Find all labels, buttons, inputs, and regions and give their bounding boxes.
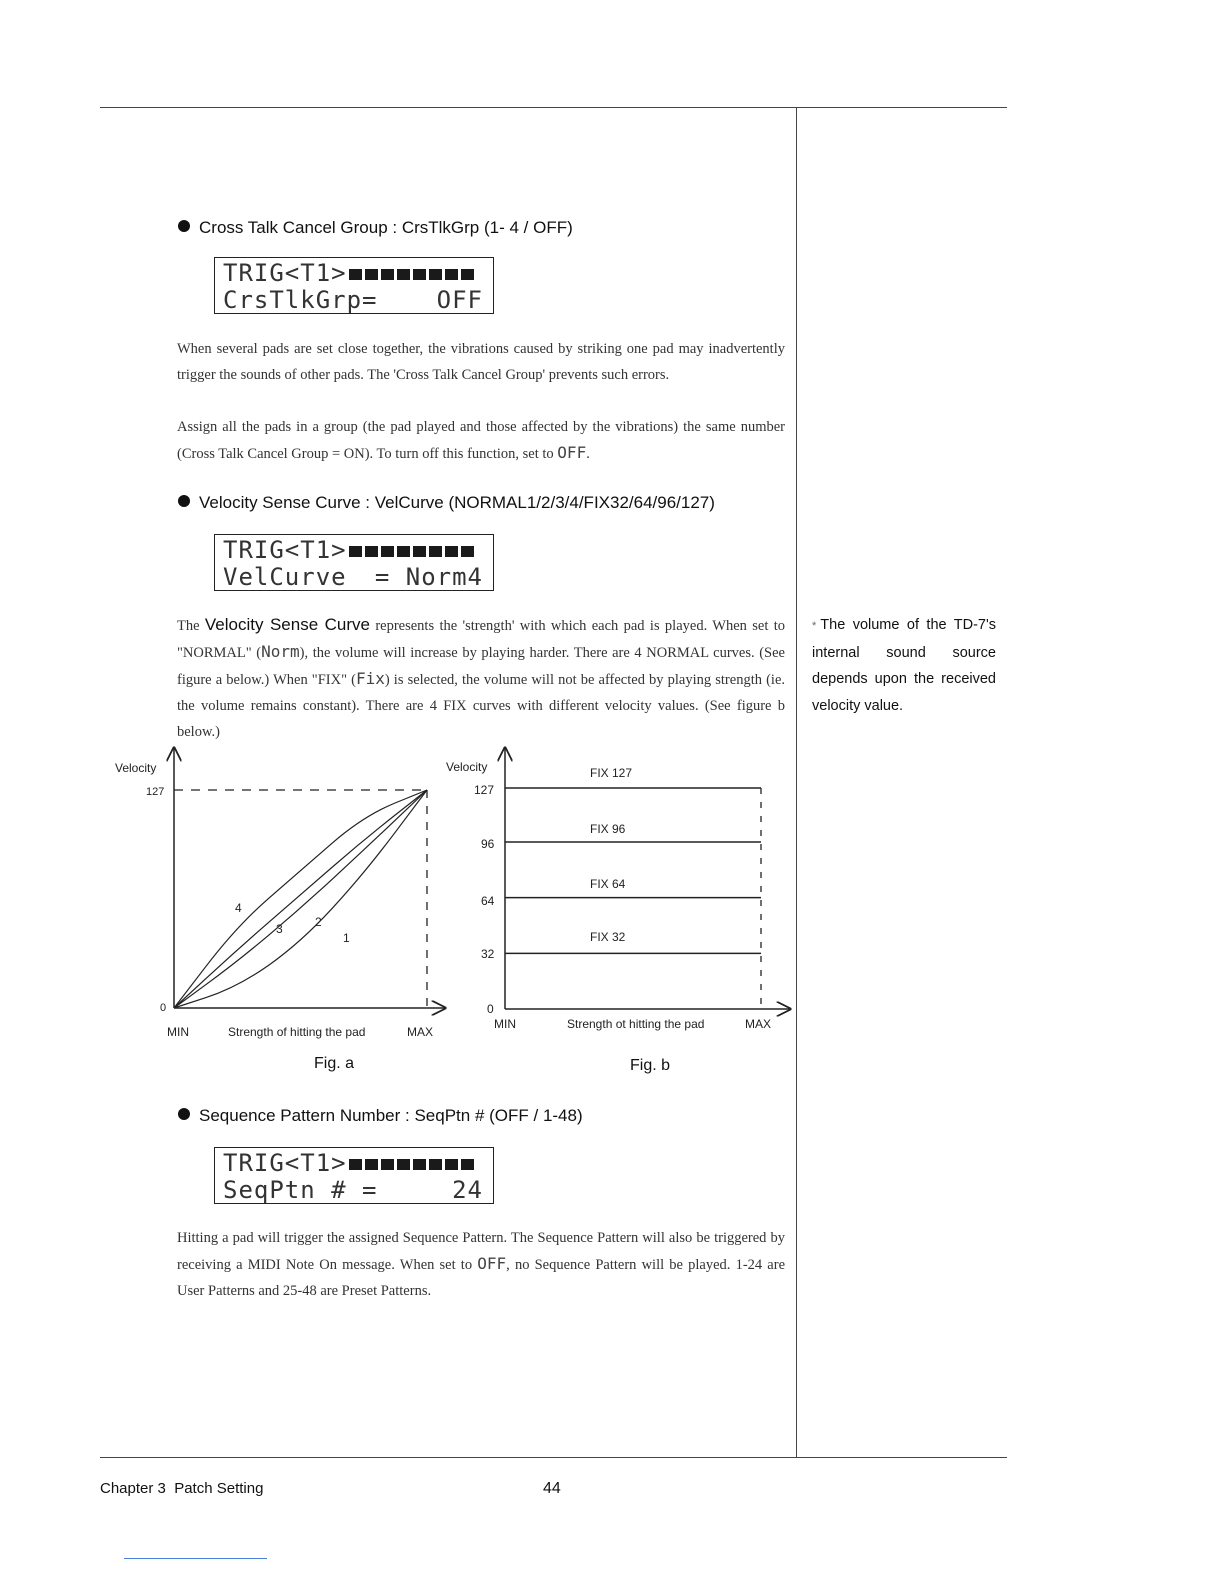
fig-a-xtick-min: MIN: [167, 1025, 189, 1039]
fig-a-curve-label-3: 3: [276, 922, 283, 936]
bullet-icon: [178, 495, 190, 507]
figure-a-curves: [174, 790, 427, 1008]
figure-b-caption: Fig. b: [630, 1057, 671, 1074]
fig-b-label-fix96: FIX 96: [590, 822, 626, 836]
lcd-block-icons: [349, 1151, 477, 1178]
fig-b-ytick-96: 96: [481, 837, 495, 851]
velocity-paragraph: The Velocity Sense Curve represents the 'strength' with which each pad is played. When set to "NORMAL" (Norm), the volume will increase by playing harder. There are 4 NORMAL curves. (See figure a below.) When "FIX" (Fix) is selected, the volume will not be affected by playing strength (ie. the volume remains constant). There are 4 FIX curves with different velocity values. (See figure b below.): [177, 615, 786, 740]
fig-a-xlabel: Strength of hitting the pad: [228, 1025, 366, 1039]
fig-b-label-fix127: FIX 127: [590, 766, 633, 780]
lcd-block-icons: [349, 261, 477, 288]
sequence-heading: Sequence Pattern Number : SeqPtn # (OFF / 1-48): [178, 1106, 583, 1126]
fig-b-ylabel: Velocity: [446, 760, 488, 774]
fig-a-curve-label-4: 4: [235, 901, 242, 915]
figure-b-chart: [440, 740, 800, 1050]
fig-a-ytick-0: 0: [160, 1002, 167, 1014]
figure-a-axes: [174, 748, 445, 1008]
fig-a-curve-3: [174, 790, 427, 1008]
cross-talk-paragraph-2: Assign all the pads in a group (the pad played and those affected by the vibrations) the same number (Cross Talk Cancel Group = ON). To turn off this function, set to OFF.: [177, 419, 785, 462]
fig-a-curve-1: [174, 790, 427, 1008]
fig-a-xtick-max: MAX: [407, 1025, 434, 1039]
fig-a-curve-label-1: 1: [343, 931, 350, 945]
figure-a-chart: [100, 740, 460, 1050]
fig-b-label-fix64: FIX 64: [590, 877, 626, 891]
cross-talk-paragraph-1: When several pads are set close together, the vibrations caused by striking one pad may inadvertently trigger the sounds of other pads. The 'Cross Talk Cancel Group' prevents such errors.: [177, 341, 785, 383]
fig-b-ytick-127: 127: [474, 783, 495, 797]
fig-b-ytick-64: 64: [481, 894, 495, 908]
lcd-display-velocity: TRIG<T1> VelCurve = Norm4: [214, 534, 494, 591]
bullet-icon: [178, 220, 190, 232]
fig-b-ytick-32: 32: [481, 947, 495, 961]
fig-b-ytick-0: 0: [487, 1002, 494, 1016]
lcd-display-sequence: TRIG<T1> SeqPtn # = 24: [214, 1147, 494, 1204]
lcd-display-crosstalk: TRIG<T1> CrsTlkGrp= OFF: [214, 257, 494, 314]
bottom-rule: [100, 1457, 1007, 1458]
bullet-icon: [178, 1108, 190, 1120]
fig-b-xtick-max: MAX: [745, 1017, 772, 1031]
cross-talk-heading: Cross Talk Cancel Group : CrsTlkGrp (1- 4 / OFF): [178, 218, 573, 238]
fig-b-xtick-min: MIN: [494, 1017, 516, 1031]
fig-b-xlabel: Strength ot hitting the pad: [567, 1017, 705, 1031]
sequence-paragraph: Hitting a pad will trigger the assigned Sequence Pattern. The Sequence Pattern will also be triggered by receiving a MIDI Note On message. When set to OFF, no Sequence Pattern will be played. 1-24 are User Patterns and 25-48 are Preset Patterns.: [177, 1230, 786, 1299]
lcd-block-icons: [349, 538, 477, 565]
page-number: 44: [543, 1480, 561, 1497]
fig-a-ylabel: Velocity: [115, 761, 157, 775]
fig-b-label-fix32: FIX 32: [590, 930, 626, 944]
fig-a-curve-2: [174, 790, 427, 1008]
link-underline: [124, 1558, 267, 1559]
fig-a-curve-label-2: 2: [315, 915, 322, 929]
fig-a-ytick-127: 127: [146, 786, 165, 798]
figure-a-caption: Fig. a: [314, 1055, 355, 1072]
velocity-heading: Velocity Sense Curve : VelCurve (NORMAL1/2/3/4/FIX32/64/96/127): [178, 493, 715, 513]
fig-a-curve-4: [174, 790, 427, 1008]
figure-b-axes: [505, 748, 790, 1009]
side-note: * The volume of the TD-7's internal sound source depends upon the received velocity value.: [812, 617, 996, 714]
figure-b-lines: [505, 788, 761, 953]
footer-chapter: Chapter 3 Patch Setting: [100, 1480, 264, 1497]
top-rule: [100, 107, 1007, 108]
